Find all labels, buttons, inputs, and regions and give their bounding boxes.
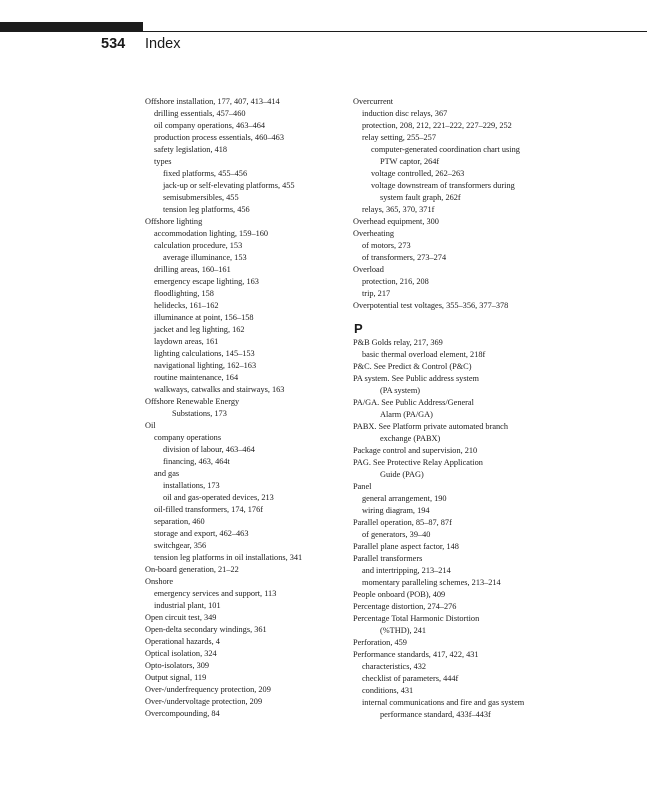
index-entry: PABX. See Platform private automated branch	[353, 422, 508, 431]
index-entry: and gas	[154, 469, 180, 478]
index-entry: Alarm (PA/GA)	[380, 410, 433, 419]
index-entry: Parallel plane aspect factor, 148	[353, 542, 459, 551]
index-entry: Open circuit test, 349	[145, 613, 217, 622]
index-entry: floodlighting, 158	[154, 289, 214, 298]
index-entry: PTW captor, 264f	[380, 157, 440, 166]
index-entry: Oil	[145, 421, 156, 430]
index-entry: tension leg platforms in oil installations, 341	[154, 553, 303, 562]
index-entry: division of labour, 463–464	[163, 445, 255, 454]
index-entry: P&B Golds relay, 217, 369	[353, 338, 443, 347]
index-entry: of transformers, 273–274	[362, 253, 447, 262]
index-entry: general arrangement, 190	[362, 494, 447, 503]
index-entry: Percentage Total Harmonic Distortion	[353, 614, 480, 623]
index-entry: navigational lighting, 162–163	[154, 361, 257, 370]
index-entry: tension leg platforms, 456	[163, 205, 250, 214]
index-entry: Over-/undervoltage protection, 209	[145, 697, 263, 706]
index-entry: Percentage distortion, 274–276	[353, 602, 457, 611]
index-entry: switchgear, 356	[154, 541, 207, 550]
index-entry: trip, 217	[362, 289, 391, 298]
index-entry: voltage downstream of transformers during	[371, 181, 515, 190]
index-entry: Overheating	[353, 229, 395, 238]
index-entry: calculation procedure, 153	[154, 241, 243, 250]
index-entry: oil and gas-operated devices, 213	[163, 493, 274, 502]
index-entry: safety legislation, 418	[154, 145, 228, 154]
index-entry: drilling essentials, 457–460	[154, 109, 246, 118]
index-entry: fixed platforms, 455–456	[163, 169, 248, 178]
index-entry: momentary paralleling schemes, 213–214	[362, 578, 501, 587]
index-column-right	[353, 96, 593, 721]
index-entry: routine maintenance, 164	[154, 373, 239, 382]
index-entry: relay setting, 255–257	[362, 133, 436, 142]
index-entry: Package control and supervision, 210	[353, 446, 478, 455]
index-entry: P&C. See Predict & Control (P&C)	[353, 362, 472, 371]
index-entry: Parallel operation, 85–87, 87f	[353, 518, 452, 527]
index-entry: average illuminance, 153	[163, 253, 247, 262]
index-entry: emergency services and support, 113	[154, 589, 277, 598]
index-entry: checklist of parameters, 444f	[362, 674, 459, 683]
index-entry: Guide (PAG)	[380, 470, 424, 479]
index-entry: PA system. See Public address system	[353, 374, 479, 383]
index-entry: relays, 365, 370, 371f	[362, 205, 435, 214]
index-entry: Offshore Renewable Energy	[145, 397, 240, 406]
index-entry: Output signal, 119	[145, 673, 207, 682]
index-entry: Overhead equipment, 300	[353, 217, 439, 226]
index-entry: financing, 463, 464t	[163, 457, 230, 466]
index-entry: and intertripping, 213–214	[362, 566, 451, 575]
index-entry: (%THD), 241	[380, 626, 427, 635]
index-entry: wiring diagram, 194	[362, 506, 430, 515]
index-entry: walkways, catwalks and stairways, 163	[154, 385, 285, 394]
index-entry: Substations, 173	[172, 409, 227, 418]
index-entry: Operational hazards, 4	[145, 637, 220, 646]
page-number: 534	[101, 36, 126, 52]
section-letter-heading: P	[354, 321, 363, 336]
index-entry: oil-filled transformers, 174, 176f	[154, 505, 263, 514]
index-entry: industrial plant, 101	[154, 601, 221, 610]
index-entry: accommodation lighting, 159–160	[154, 229, 269, 238]
index-entry: company operations	[154, 433, 222, 442]
index-entry: computer-generated coordination chart using	[371, 145, 520, 154]
index-entry: laydown areas, 161	[154, 337, 219, 346]
index-entry: Onshore	[145, 577, 174, 586]
index-entry: voltage controlled, 262–263	[371, 169, 465, 178]
index-entry: Offshore installation, 177, 407, 413–414	[145, 97, 280, 106]
index-entry: types	[154, 157, 172, 166]
index-entry: Over-/underfrequency protection, 209	[145, 685, 271, 694]
index-entry: Performance standards, 417, 422, 431	[353, 650, 479, 659]
index-entry: characteristics, 432	[362, 662, 427, 671]
running-head: Index	[145, 36, 181, 52]
header-rule	[143, 31, 647, 32]
index-entry: Offshore lighting	[145, 217, 203, 226]
index-entry: lighting calculations, 145–153	[154, 349, 255, 358]
index-entry: Open-delta secondary windings, 361	[145, 625, 267, 634]
index-entry: Optical isolation, 324	[145, 649, 217, 658]
index-entry: of generators, 39–40	[362, 530, 431, 539]
index-entry: internal communications and fire and gas system	[362, 698, 525, 707]
index-entry: illuminance at point, 156–158	[154, 313, 254, 322]
index-entry: installations, 173	[163, 481, 220, 490]
index-entry: production process essentials, 460–463	[154, 133, 284, 142]
index-entry: drilling areas, 160–161	[154, 265, 231, 274]
index-entry: performance standard, 433f–443f	[380, 710, 491, 719]
index-entry: exchange (PABX)	[380, 434, 441, 443]
index-entry: basic thermal overload element, 218f	[362, 350, 486, 359]
index-column-left	[145, 96, 345, 720]
index-entry: jacket and leg lighting, 162	[154, 325, 245, 334]
header-bar	[0, 22, 143, 32]
index-group-o	[353, 96, 593, 312]
index-entry: semisubmersibles, 455	[163, 193, 239, 202]
index-entry: induction disc relays, 367	[362, 109, 448, 118]
index-entry: jack-up or self-elevating platforms, 455	[163, 181, 295, 190]
index-entry: Opto-isolators, 309	[145, 661, 210, 670]
index-entry: PA/GA. See Public Address/General	[353, 398, 474, 407]
index-entry: storage and export, 462–463	[154, 529, 249, 538]
index-entry: Perforation, 459	[353, 638, 407, 647]
index-entry: protection, 208, 212, 221–222, 227–229, 252	[362, 121, 512, 130]
index-entry: oil company operations, 463–464	[154, 121, 266, 130]
index-entry: People onboard (POB), 409	[353, 590, 446, 599]
index-entry: On-board generation, 21–22	[145, 565, 239, 574]
index-entry: Overcurrent	[353, 97, 394, 106]
index-entry: Overcompounding, 84	[145, 709, 220, 718]
index-group-p	[353, 337, 593, 721]
index-entry: Overpotential test voltages, 355–356, 377–378	[353, 301, 509, 310]
index-entry: Panel	[353, 482, 372, 491]
index-entry: Overload	[353, 265, 384, 274]
index-entry: PAG. See Protective Relay Application	[353, 458, 483, 467]
index-entry: (PA system)	[380, 386, 421, 395]
index-entry: separation, 460	[154, 517, 205, 526]
index-entry: helidecks, 161–162	[154, 301, 219, 310]
index-entry: of motors, 273	[362, 241, 411, 250]
index-entry: protection, 216, 208	[362, 277, 429, 286]
index-entry: Parallel transformers	[353, 554, 423, 563]
index-entry: emergency escape lighting, 163	[154, 277, 259, 286]
index-entry: system fault graph, 262f	[380, 193, 461, 202]
index-entry: conditions, 431	[362, 686, 414, 695]
